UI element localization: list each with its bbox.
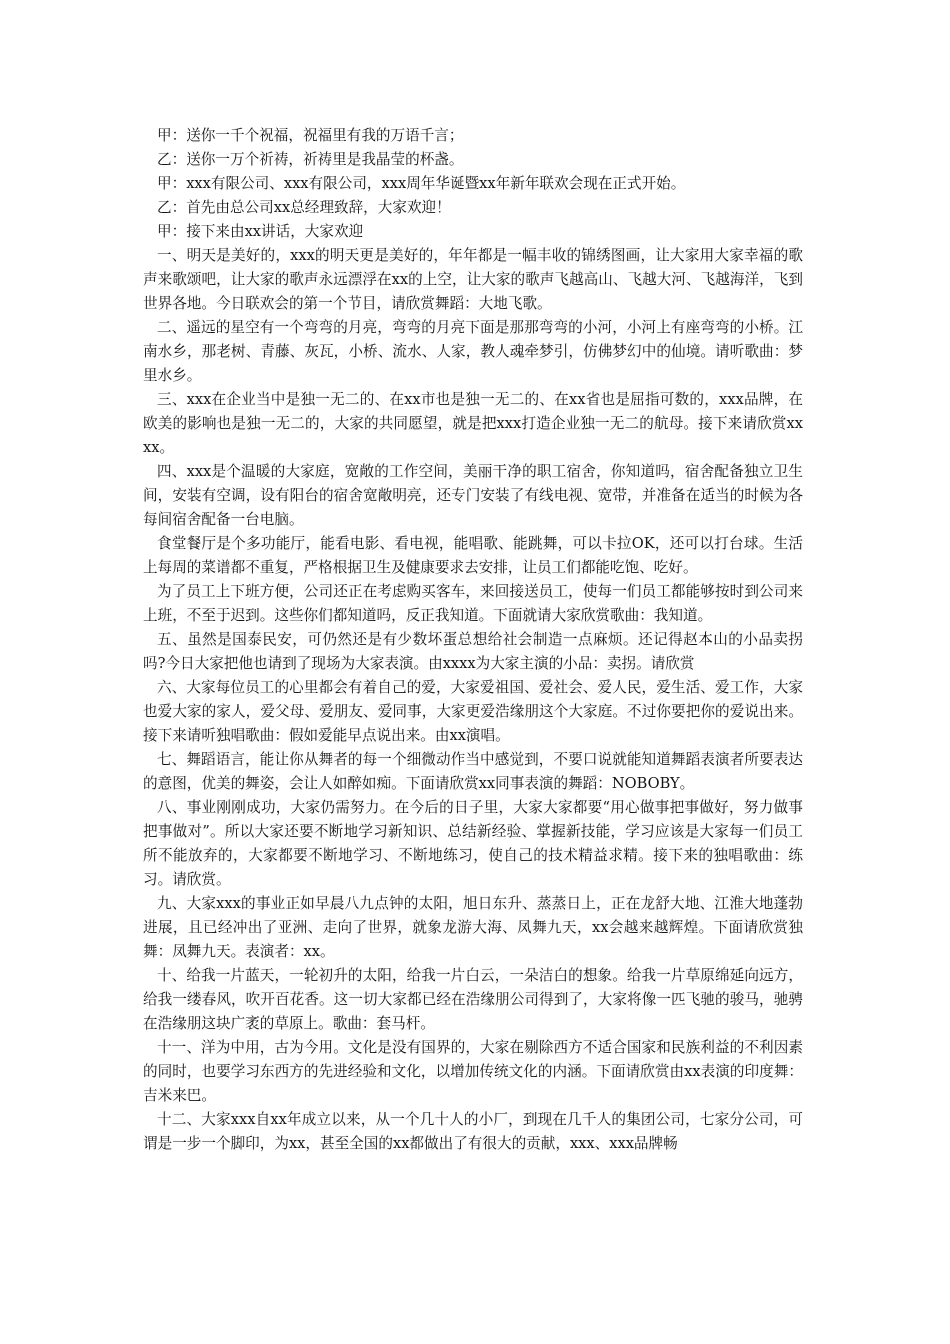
paragraph-greeting-1: 甲：送你一千个祝福，祝福里有我的万语千言； <box>157 127 464 144</box>
paragraph-section-11: 十一、洋为中用，古为今用。文化是没有国界的，大家在剔除西方不适合国家和民族利益的不利因素的同时，也要学习东西方的先进经验和文化，以增加传统文化的内涵。下面请欣赏由xx表演的印度舞：吉米来巴。 <box>143 1039 803 1104</box>
paragraph-opening: 甲：xxx有限公司、xxx有限公司，xxx周年华诞暨xx年新年联欢会现在正式开始。 <box>157 175 686 192</box>
paragraph-talk-intro: 甲：接下来由xx讲话，大家欢迎 <box>157 223 364 240</box>
paragraph-section-7: 七、舞蹈语言，能让你从舞者的每一个细微动作当中感觉到，不要口说就能知道舞蹈表演者所要表达的意图，优美的舞姿，会让人如醉如痴。下面请欣赏xx同事表演的舞蹈：NOBOBY。 <box>143 751 803 792</box>
paragraph-greeting-2: 乙：送你一万个祈祷，祈祷里是我晶莹的杯盏。 <box>157 151 464 168</box>
paragraph-commute: 为了员工上下班方便，公司还正在考虑购买客车，来回接送员工，使每一们员工都能够按时到公司来上班，不至于迟到。这些你们都知道吗，反正我知道。下面就请大家欣赏歌曲：我知道。 <box>143 583 803 624</box>
paragraph-section-6: 六、大家每位员工的心里都会有着自己的爱，大家爱祖国、爱社会、爱人民，爱生活、爱工作，大家也爱大家的家人，爱父母、爱朋友、爱同事，大家更爱浩缘朋这个大家庭。不过你要把你的爱说出来。接下来请听独唱歌曲：假如爱能早点说出来。由xx演唱。 <box>143 679 803 744</box>
paragraph-section-5: 五、虽然是国泰民安，可仍然还是有少数坏蛋总想给社会制造一点麻烦。还记得赵本山的小品卖拐吗?今日大家把他也请到了现场为大家表演。由xxxx为大家主演的小品：卖拐。请欣赏 <box>143 631 803 672</box>
paragraph-canteen: 食堂餐厅是个多功能厅，能看电影、看电视，能唱歌、能跳舞，可以卡拉OK，还可以打台球。生活上每周的菜谱都不重复，严格根据卫生及健康要求去安排，让员工们都能吃饱、吃好。 <box>143 535 803 576</box>
paragraph-section-2: 二、遥远的星空有一个弯弯的月亮，弯弯的月亮下面是那那弯弯的小河，小河上有座弯弯的小桥。江南水乡，那老树、青藤、灰瓦，小桥、流水、人家，教人魂牵梦引，仿佛梦幻中的仙境。请听歌曲：梦里水乡。 <box>143 319 803 384</box>
paragraph-section-8: 八、事业刚刚成功，大家仍需努力。在今后的日子里，大家大家都要“用心做事把事做好，努力做事把事做对”。所以大家还要不断地学习新知识、总结新经验、掌握新技能，学习应该是大家每一们员工所不能放弃的，大家都要不断地学习、不断地练习，使自己的技术精益求精。接下来的独唱歌曲：练习。请欣赏。 <box>143 799 803 888</box>
paragraph-section-1: 一、明天是美好的，xxx的明天更是美好的，年年都是一幅丰收的锦绣图画，让大家用大家幸福的歌声来歌颂吧，让大家的歌声永远漂浮在xx的上空，让大家的歌声飞越高山、飞越大河、飞越海洋，飞到世界各地。今日联欢会的第一个节目，请欣赏舞蹈：大地飞歌。 <box>143 247 803 312</box>
paragraph-speech-intro: 乙：首先由总公司xx总经理致辞，大家欢迎！ <box>157 199 451 216</box>
paragraph-section-3: 三、xxx在企业当中是独一无二的、在xx市也是独一无二的、在xx省也是屈指可数的，xxx品牌，在欧美的影响也是独一无二的，大家的共同愿望，就是把xxx打造企业独一无二的航母。接下来请欣赏xxxx。 <box>143 391 803 456</box>
paragraph-section-12: 十二、大家xxx自xx年成立以来，从一个几十人的小厂，到现在几千人的集团公司，七家分公司，可谓是一步一个脚印，为xx，甚至全国的xx都做出了有很大的贡献，xxx、xxx品牌畅 <box>143 1111 803 1152</box>
paragraph-section-4: 四、xxx是个温暖的大家庭，宽敞的工作空间，美丽干净的职工宿舍，你知道吗，宿舍配备独立卫生间，安装有空调，设有阳台的宿舍宽敞明亮，还专门安装了有线电视、宽带，并准备在适当的时候为各每间宿舍配备一台电脑。 <box>143 463 803 528</box>
document-body <box>143 124 803 1156</box>
paragraph-section-9: 九、大家xxx的事业正如早晨八九点钟的太阳，旭日东升、蒸蒸日上，正在龙舒大地、江淮大地蓬勃进展，且已经冲出了亚洲、走向了世界，就象龙游大海、凤舞九天，xx会越来越辉煌。下面请欣赏独舞：凤舞九天。表演者：xx。 <box>143 895 803 960</box>
paragraph-section-10: 十、给我一片蓝天，一轮初升的太阳，给我一片白云，一朵洁白的想象。给我一片草原绵延向远方，给我一缕春风，吹开百花香。这一切大家都已经在浩缘朋公司得到了，大家将像一匹飞驰的骏马，驰骋在浩缘朋这块广袤的草原上。歌曲：套马杆。 <box>143 967 803 1032</box>
